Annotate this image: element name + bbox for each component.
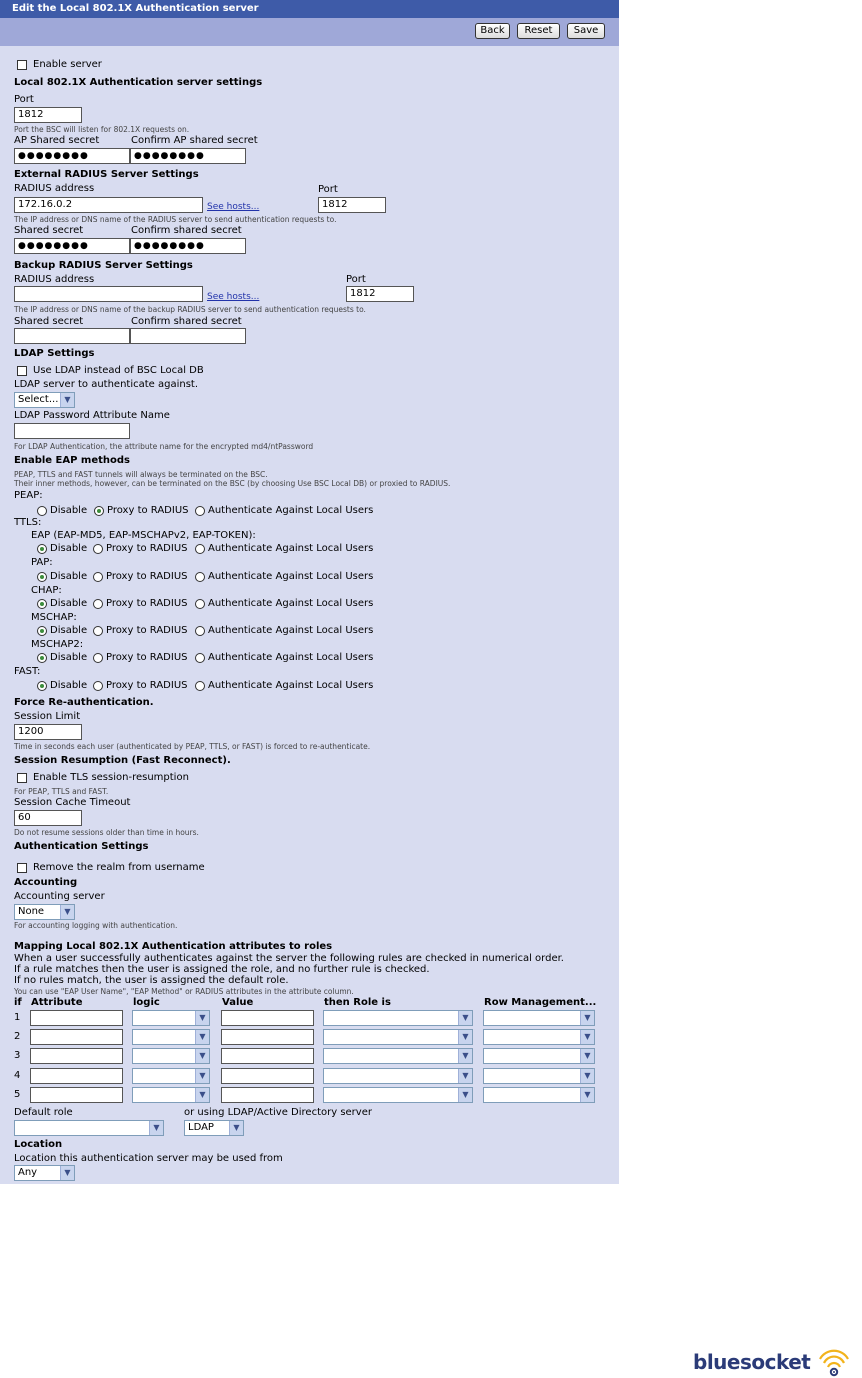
chevron-down-icon: ▼	[195, 1069, 209, 1083]
chevron-down-icon: ▼	[458, 1049, 472, 1063]
backup-port-label: Port	[346, 274, 366, 285]
eap-method-label-peap: PEAP:	[14, 490, 43, 501]
logo-text: bluesocket	[693, 1350, 811, 1374]
rule-number: 5	[14, 1089, 21, 1100]
rule-logic-select[interactable]	[132, 1048, 210, 1064]
use-ldap-checkbox[interactable]	[17, 366, 27, 376]
external-confirm-label: Confirm shared secret	[131, 225, 242, 236]
session-limit-input[interactable]: 1200	[14, 724, 82, 740]
rule-number: 2	[14, 1031, 21, 1042]
ldap-server-value: Select...	[18, 394, 59, 405]
rule-row-management-select[interactable]	[483, 1029, 595, 1045]
mapping-line-3: If no rules match, the user is assigned the default role.	[14, 975, 289, 986]
external-port-input[interactable]: 1812	[318, 197, 386, 213]
rule-value-input[interactable]	[221, 1010, 314, 1026]
ldap-attr-label: LDAP Password Attribute Name	[14, 410, 170, 421]
local-port-label: Port	[14, 94, 34, 105]
ldap-role-value: LDAP	[188, 1122, 214, 1133]
tls-resumption-label: Enable TLS session-resumption	[33, 772, 189, 783]
rule-role-select[interactable]	[323, 1068, 473, 1084]
rule-logic-select[interactable]	[132, 1029, 210, 1045]
external-address-label: RADIUS address	[14, 183, 95, 194]
ttls-label: TTLS:	[14, 517, 42, 528]
rule-attribute-input[interactable]	[30, 1010, 123, 1026]
auth-settings-heading: Authentication Settings	[14, 841, 149, 852]
backup-secret-input[interactable]	[14, 328, 130, 344]
rule-role-select[interactable]	[323, 1087, 473, 1103]
eap-method-label-eap-eap-md5-eap-mschapv2-eap-token: EAP (EAP-MD5, EAP-MSCHAPv2, EAP-TOKEN):	[31, 530, 256, 541]
chevron-down-icon: ▼	[458, 1011, 472, 1025]
radio-eap-eap-md5-eap-mschapv2-eap-token-proxy[interactable]	[93, 544, 103, 554]
back-button[interactable]: Back	[475, 23, 510, 39]
rule-attribute-input[interactable]	[30, 1029, 123, 1045]
backup-help: The IP address or DNS name of the backup RADIUS server to send authentication requests to.	[14, 305, 366, 314]
radio-label-proxy: Proxy to RADIUS	[106, 652, 188, 663]
radio-label-proxy: Proxy to RADIUS	[106, 571, 188, 582]
backup-radius-heading: Backup RADIUS Server Settings	[14, 260, 193, 271]
external-secret-input[interactable]: ●●●●●●●●	[14, 238, 130, 254]
use-ldap-label: Use LDAP instead of BSC Local DB	[33, 365, 204, 376]
radio-label-local: Authenticate Against Local Users	[208, 505, 374, 516]
radio-pap-local[interactable]	[195, 572, 205, 582]
wifi-signal-icon	[817, 1346, 851, 1378]
enable-server-checkbox[interactable]	[17, 60, 27, 70]
chevron-down-icon: ▼	[149, 1121, 163, 1135]
radio-label-disable: Disable	[50, 543, 88, 554]
reauth-heading: Force Re-authentication.	[14, 697, 154, 708]
radio-label-disable: Disable	[50, 571, 88, 582]
reset-button[interactable]: Reset	[517, 23, 560, 39]
rule-role-select[interactable]	[323, 1010, 473, 1026]
resumption-heading: Session Resumption (Fast Reconnect).	[14, 755, 231, 766]
remove-realm-checkbox[interactable]	[17, 863, 27, 873]
cache-timeout-help: Do not resume sessions older than time in hours.	[14, 828, 199, 837]
ldap-role-select[interactable]	[184, 1120, 244, 1136]
radio-mschap2-local[interactable]	[195, 653, 205, 663]
ldap-attr-help: For LDAP Authentication, the attribute name for the encrypted md4/ntPassword	[14, 442, 314, 451]
backup-confirm-label: Confirm shared secret	[131, 316, 242, 327]
rule-number: 1	[14, 1012, 21, 1023]
remove-realm-label: Remove the realm from username	[33, 862, 205, 873]
radio-fast-local[interactable]	[195, 681, 205, 691]
chevron-down-icon: ▼	[458, 1069, 472, 1083]
local-port-input[interactable]: 1812	[14, 107, 82, 123]
external-confirm-input[interactable]: ●●●●●●●●	[130, 238, 246, 254]
chevron-down-icon: ▼	[580, 1049, 594, 1063]
rule-attribute-input[interactable]	[30, 1048, 123, 1064]
backup-address-label: RADIUS address	[14, 274, 95, 285]
rule-row-management-select[interactable]	[483, 1068, 595, 1084]
local-port-help: Port the BSC will listen for 802.1X requests on.	[14, 125, 190, 134]
ldap-role-label: or using LDAP/Active Directory server	[184, 1107, 372, 1118]
accounting-server-value: None	[18, 906, 45, 917]
mapping-heading: Mapping Local 802.1X Authentication attributes to roles	[14, 941, 333, 952]
toolbar	[0, 18, 619, 46]
eap-method-label-mschap: MSCHAP:	[31, 612, 77, 623]
radio-chap-local[interactable]	[195, 599, 205, 609]
radio-label-local: Authenticate Against Local Users	[208, 598, 374, 609]
radio-label-local: Authenticate Against Local Users	[208, 571, 374, 582]
backup-port-input[interactable]: 1812	[346, 286, 414, 302]
col-rowmgmt-header: Row Management...	[484, 997, 597, 1008]
rule-number: 3	[14, 1050, 21, 1061]
radio-mschap-proxy[interactable]	[93, 626, 103, 636]
tls-resumption-help: For PEAP, TTLS and FAST.	[14, 787, 109, 796]
col-attribute-header: Attribute	[31, 997, 83, 1008]
ldap-server-label: LDAP server to authenticate against.	[14, 379, 199, 390]
radio-fast-proxy[interactable]	[93, 681, 103, 691]
rule-logic-select[interactable]	[132, 1010, 210, 1026]
session-limit-help: Time in seconds each user (authenticated by PEAP, TTLS, or FAST) is forced to re-authenticate.	[14, 742, 371, 751]
radio-label-local: Authenticate Against Local Users	[208, 680, 374, 691]
ldap-server-select[interactable]	[14, 392, 75, 408]
col-value-header: Value	[222, 997, 254, 1008]
radio-mschap-local[interactable]	[195, 626, 205, 636]
chevron-down-icon: ▼	[580, 1069, 594, 1083]
external-radius-heading: External RADIUS Server Settings	[14, 169, 199, 180]
radio-label-disable: Disable	[50, 505, 88, 516]
radio-peap-disable[interactable]	[37, 506, 47, 516]
external-help: The IP address or DNS name of the RADIUS server to send authentication requests to.	[14, 215, 337, 224]
radio-label-proxy: Proxy to RADIUS	[106, 625, 188, 636]
backup-see-hosts-link[interactable]: See hosts...	[207, 292, 260, 302]
accounting-server-select[interactable]	[14, 904, 75, 920]
rule-value-input[interactable]	[221, 1068, 314, 1084]
session-limit-label: Session Limit	[14, 711, 81, 722]
confirm-ap-secret-input[interactable]: ●●●●●●●●	[130, 148, 246, 164]
rule-attribute-input[interactable]	[30, 1068, 123, 1084]
chevron-down-icon: ▼	[195, 1030, 209, 1044]
location-select[interactable]	[14, 1165, 75, 1181]
rule-logic-select[interactable]	[132, 1068, 210, 1084]
radio-peap-local[interactable]	[195, 506, 205, 516]
chevron-down-icon: ▼	[195, 1049, 209, 1063]
eap-help-1: PEAP, TTLS and FAST tunnels will always be terminated on the BSC.	[14, 470, 268, 479]
local-settings-heading: Local 802.1X Authentication server settings	[14, 77, 263, 88]
backup-confirm-input[interactable]	[130, 328, 246, 344]
backup-address-input[interactable]	[14, 286, 203, 302]
chevron-down-icon: ▼	[458, 1088, 472, 1102]
mapping-line-2: If a rule matches then the user is assigned the role, and no further rule is checked.	[14, 964, 430, 975]
rule-value-input[interactable]	[221, 1048, 314, 1064]
chevron-down-icon: ▼	[195, 1088, 209, 1102]
eap-heading: Enable EAP methods	[14, 455, 131, 466]
col-if-header: if	[14, 997, 22, 1008]
radio-label-disable: Disable	[50, 680, 88, 691]
radio-chap-proxy[interactable]	[93, 599, 103, 609]
rule-role-select[interactable]	[323, 1048, 473, 1064]
rule-role-select[interactable]	[323, 1029, 473, 1045]
eap-method-label-fast: FAST:	[14, 666, 41, 677]
cache-timeout-input[interactable]: 60	[14, 810, 82, 826]
chevron-down-icon: ▼	[60, 1166, 74, 1180]
radio-label-disable: Disable	[50, 625, 88, 636]
mapping-line-1: When a user successfully authenticates against the server the following rules are checked in numerical order.	[14, 953, 564, 964]
default-role-label: Default role	[14, 1107, 73, 1118]
chevron-down-icon: ▼	[60, 393, 74, 407]
chevron-down-icon: ▼	[195, 1011, 209, 1025]
confirm-ap-secret-label: Confirm AP shared secret	[131, 135, 258, 146]
location-label: Location this authentication server may be used from	[14, 1153, 283, 1164]
col-role-header: then Role is	[324, 997, 391, 1008]
radio-label-proxy: Proxy to RADIUS	[106, 598, 188, 609]
eap-method-label-pap: PAP:	[31, 557, 53, 568]
external-see-hosts-link[interactable]: See hosts...	[207, 202, 260, 212]
external-address-input[interactable]: 172.16.0.2	[14, 197, 203, 213]
radio-label-local: Authenticate Against Local Users	[208, 652, 374, 663]
location-value: Any	[18, 1167, 38, 1178]
radio-label-disable: Disable	[50, 652, 88, 663]
external-port-label: Port	[318, 184, 338, 195]
backup-secret-label: Shared secret	[14, 316, 84, 327]
rule-attribute-input[interactable]	[30, 1087, 123, 1103]
location-heading: Location	[14, 1139, 63, 1150]
rule-row-management-select[interactable]	[483, 1087, 595, 1103]
accounting-heading: Accounting	[14, 877, 78, 888]
radio-label-disable: Disable	[50, 598, 88, 609]
eap-method-label-chap: CHAP:	[31, 585, 62, 596]
radio-eap-eap-md5-eap-mschapv2-eap-token-disable[interactable]	[37, 544, 47, 554]
chevron-down-icon: ▼	[60, 905, 74, 919]
rule-value-input[interactable]	[221, 1029, 314, 1045]
mapping-small-help: You can use "EAP User Name", "EAP Method" or RADIUS attributes in the attribute column.	[14, 987, 354, 996]
rule-row-management-select[interactable]	[483, 1010, 595, 1026]
default-role-select[interactable]	[14, 1120, 164, 1136]
eap-help-2: Their inner methods, however, can be terminated on the BSC (by choosing Use BSC Local DB) or proxied to RADIUS.	[14, 479, 451, 488]
tls-resumption-checkbox[interactable]	[17, 773, 27, 783]
bluesocket-logo	[693, 1346, 853, 1378]
radio-label-proxy: Proxy to RADIUS	[107, 505, 189, 516]
col-logic-header: logic	[133, 997, 160, 1008]
page-title: Edit the Local 802.1X Authentication server	[0, 0, 619, 18]
radio-mschap2-proxy[interactable]	[93, 653, 103, 663]
rule-logic-select[interactable]	[132, 1087, 210, 1103]
radio-mschap2-disable[interactable]	[37, 653, 47, 663]
radio-label-local: Authenticate Against Local Users	[208, 543, 374, 554]
radio-fast-disable[interactable]	[37, 681, 47, 691]
accounting-help: For accounting logging with authentication.	[14, 921, 178, 930]
radio-eap-eap-md5-eap-mschapv2-eap-token-local[interactable]	[195, 544, 205, 554]
radio-peap-proxy[interactable]	[94, 506, 104, 516]
rule-number: 4	[14, 1070, 21, 1081]
radio-label-local: Authenticate Against Local Users	[208, 625, 374, 636]
chevron-down-icon: ▼	[458, 1030, 472, 1044]
eap-method-label-mschap2: MSCHAP2:	[31, 639, 84, 650]
chevron-down-icon: ▼	[229, 1121, 243, 1135]
chevron-down-icon: ▼	[580, 1030, 594, 1044]
chevron-down-icon: ▼	[580, 1011, 594, 1025]
radio-mschap-disable[interactable]	[37, 626, 47, 636]
radio-pap-proxy[interactable]	[93, 572, 103, 582]
radio-label-proxy: Proxy to RADIUS	[106, 543, 188, 554]
ap-secret-input[interactable]: ●●●●●●●●	[14, 148, 130, 164]
cache-timeout-label: Session Cache Timeout	[14, 797, 131, 808]
ldap-heading: LDAP Settings	[14, 348, 95, 359]
radio-pap-disable[interactable]	[37, 572, 47, 582]
ldap-attr-input[interactable]	[14, 423, 130, 439]
ap-secret-label: AP Shared secret	[14, 135, 100, 146]
chevron-down-icon: ▼	[580, 1088, 594, 1102]
accounting-server-label: Accounting server	[14, 891, 105, 902]
external-secret-label: Shared secret	[14, 225, 84, 236]
radio-label-proxy: Proxy to RADIUS	[106, 680, 188, 691]
rule-value-input[interactable]	[221, 1087, 314, 1103]
rule-row-management-select[interactable]	[483, 1048, 595, 1064]
enable-server-label: Enable server	[33, 59, 102, 70]
save-button[interactable]: Save	[567, 23, 605, 39]
radio-chap-disable[interactable]	[37, 599, 47, 609]
